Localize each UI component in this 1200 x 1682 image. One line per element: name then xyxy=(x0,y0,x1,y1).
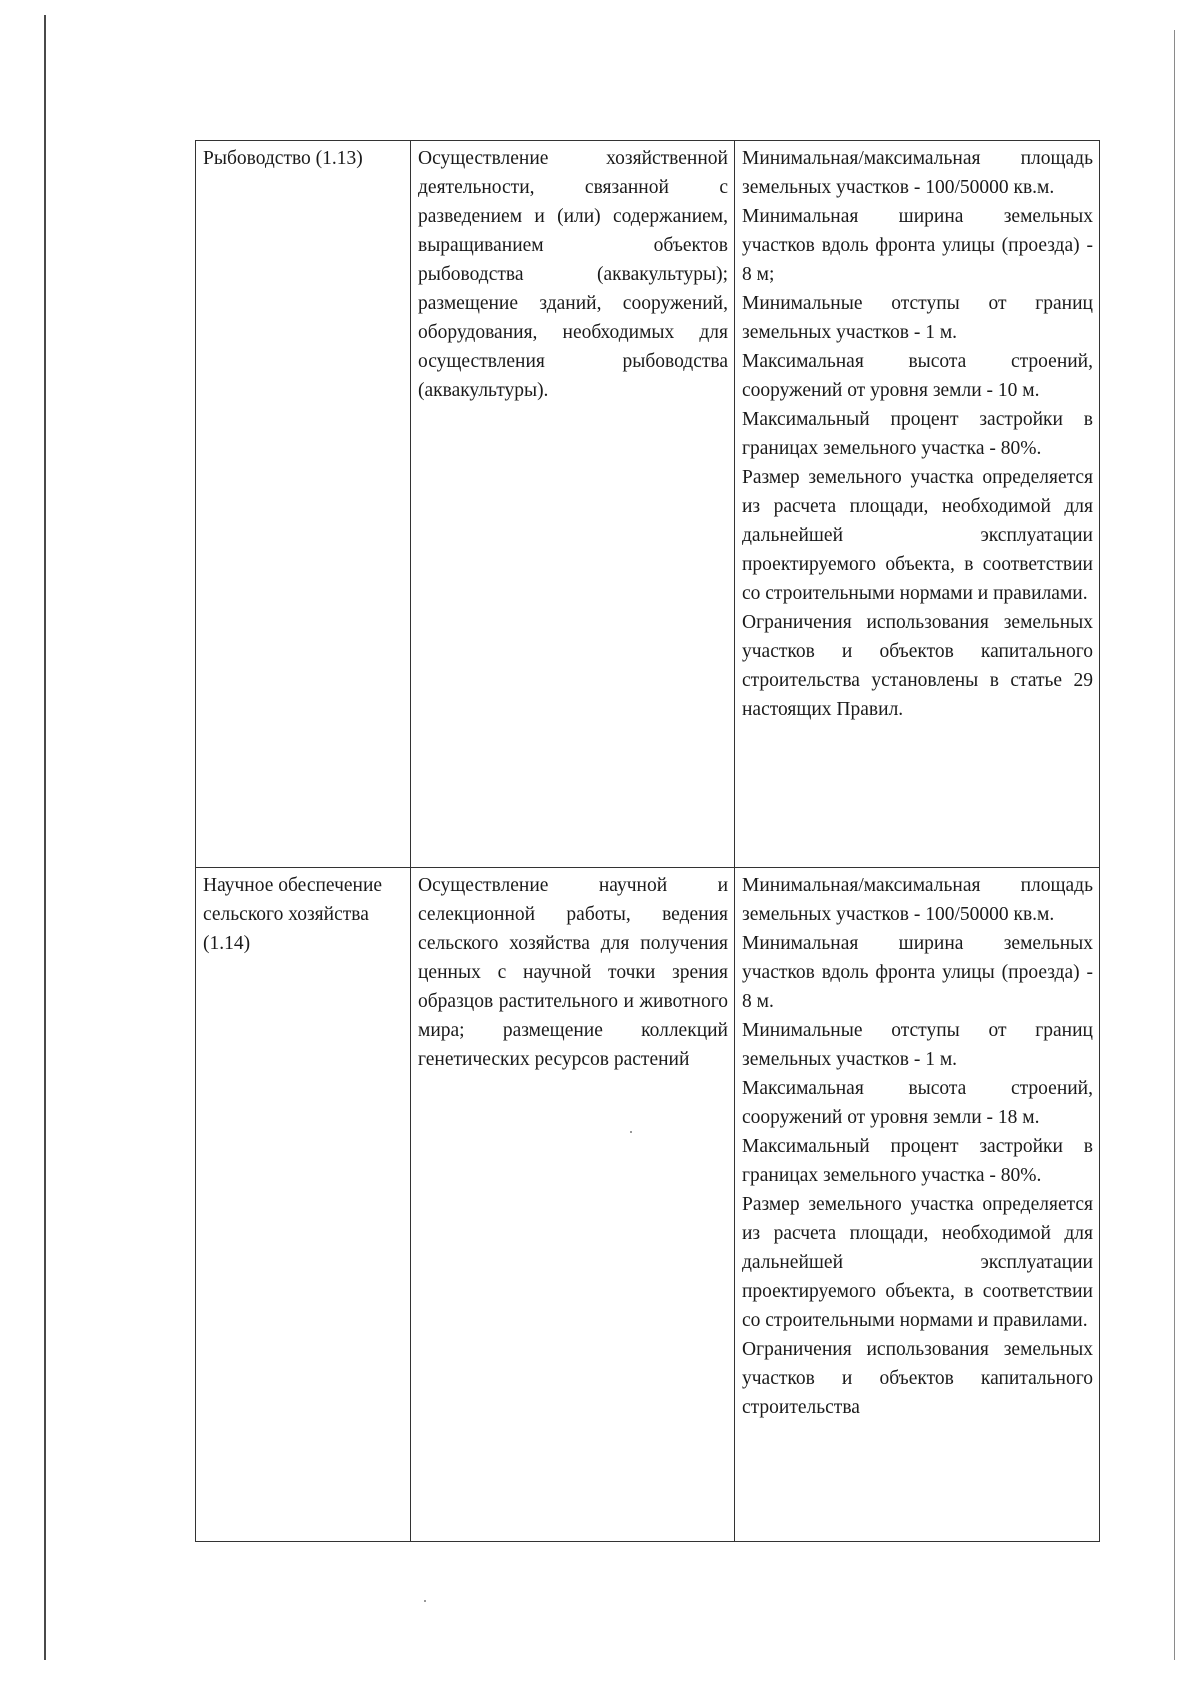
parameter-text: Минимальные отступы от границ земельных участков - 1 м. xyxy=(742,293,1093,343)
parameter-text: Минимальная/максимальная площадь земельных участков - 100/50000 кв.м. xyxy=(742,875,1093,925)
parameter-text: Минимальные отступы от границ земельных участков - 1 м. xyxy=(742,1020,1093,1070)
parameter-text: Минимальная ширина земельных участков вдоль фронта улицы (проезда) - 8 м; xyxy=(742,206,1093,285)
parameter-text: Минимальная ширина земельных участков вдоль фронта улицы (проезда) - 8 м. xyxy=(742,933,1093,1012)
scan-right-edge xyxy=(1174,30,1175,1660)
parameter-text: Ограничения использования земельных участков и объектов капитального строительства установлены в статье 29 настоящих Правил. xyxy=(742,612,1093,720)
parameters-cell xyxy=(735,141,1100,868)
use-type-cell: Научное обеспечение сельского хозяйства (1.14) xyxy=(196,868,411,1542)
parameter-text: Ограничения использования земельных участков и объектов капитального строительства xyxy=(742,1339,1093,1418)
parameter-text: Максимальная высота строений, сооружений от уровня земли - 18 м. xyxy=(742,1078,1093,1128)
scan-left-edge xyxy=(44,15,46,1660)
parameters-cell xyxy=(735,868,1100,1542)
table-row xyxy=(196,141,1100,868)
parameter-text: Размер земельного участка определяется из расчета площади, необходимой для дальнейшей эксплуатации проектируемого объекта, в соответствии со строительными нормами и правилами. xyxy=(742,467,1093,604)
parameter-text: Максимальный процент застройки в границах земельного участка - 80%. xyxy=(742,409,1093,459)
parameter-text: Минимальная/максимальная площадь земельных участков - 100/50000 кв.м. xyxy=(742,148,1093,198)
use-description-cell: Осуществление хозяйственной деятельности, связанной с разведением и (или) содержанием, выращиванием объектов рыбоводства (аквакультуры); размещение зданий, сооружений, оборудования, необходимых для осуществления рыбоводства (аквакультуры). xyxy=(411,141,735,868)
table-row xyxy=(196,868,1100,1542)
parameter-text: Максимальный процент застройки в границах земельного участка - 80%. xyxy=(742,1136,1093,1186)
use-description-cell: Осуществление научной и селекционной работы, ведения сельского хозяйства для получения ценных с научной точки зрения образцов растительного и животного мира; размещение коллекций генетических ресурсов растений xyxy=(411,868,735,1542)
parameter-text: Максимальная высота строений, сооружений от уровня земли - 10 м. xyxy=(742,351,1093,401)
scan-speck xyxy=(424,1600,426,1602)
use-type-cell: Рыбоводство (1.13) xyxy=(196,141,411,868)
parameter-text: Размер земельного участка определяется из расчета площади, необходимой для дальнейшей эксплуатации проектируемого объекта, в соответствии со строительными нормами и правилами. xyxy=(742,1194,1093,1331)
land-use-table xyxy=(195,140,1100,1542)
